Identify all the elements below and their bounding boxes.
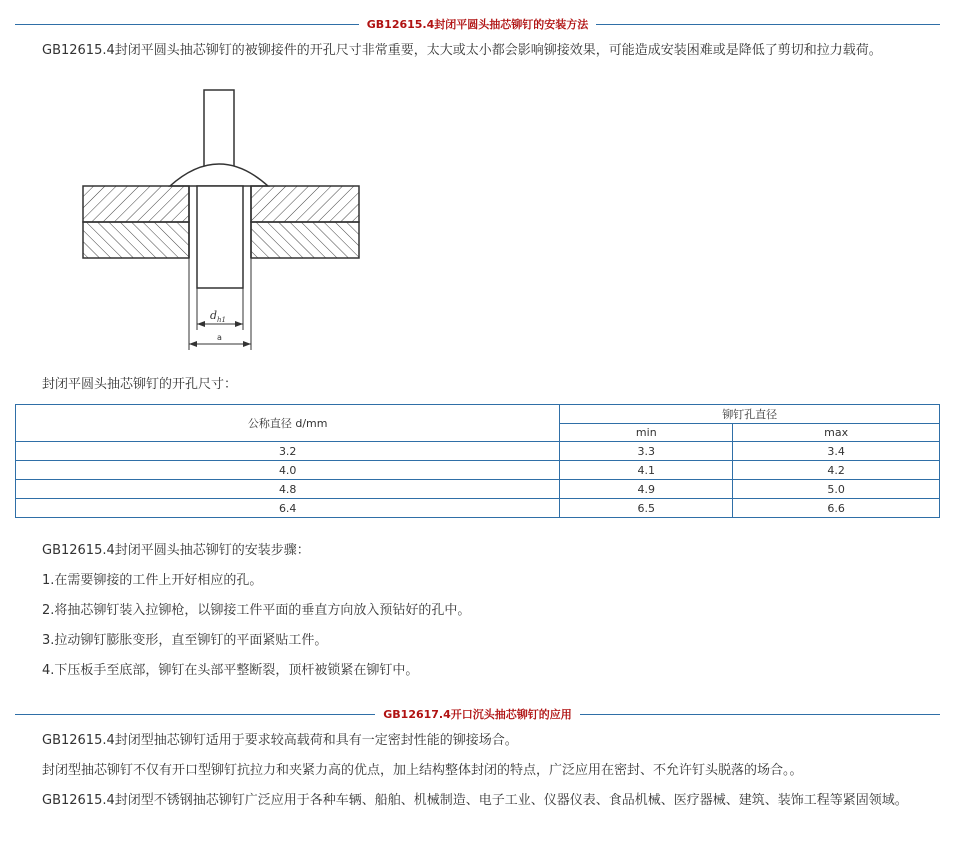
table-row [16,461,940,480]
section-title-application-text: GB12617.4开口沉头抽芯铆钉的应用 [383,708,572,721]
step-item: 2.将抽芯铆钉装入拉铆枪，以铆接工件平面的垂直方向放入预钻好的孔中。 [42,603,471,618]
cell-d: 6.4 [16,499,560,518]
cell-min: 6.5 [560,499,733,518]
section-title-install [15,16,940,32]
header-nominal-diameter: 公称直径 d/mm [16,405,560,442]
steps-heading: GB12615.4封闭平圆头抽芯铆钉的安装步骤： [42,543,310,558]
divider-right [596,24,940,25]
table-row [16,499,940,518]
cell-max: 6.6 [733,499,940,518]
application-paragraph-3: GB12615.4封闭型不锈钢抽芯铆钉广泛应用于各种车辆、船舶、机械制造、电子工业、仪器仪表、食品机械、医疗器械、建筑、装饰工程等紧固领域。 [42,793,908,808]
rivet-hole-diagram [15,72,415,372]
upper-plate-right [251,186,359,222]
application-paragraph-1: GB12615.4封闭型抽芯铆钉适用于要求较高载荷和具有一定密封性能的铆接场合。 [42,733,518,748]
cell-min: 4.1 [560,461,733,480]
cell-max: 3.4 [733,442,940,461]
section-title-application [15,706,940,722]
intro-paragraph: GB12615.4封闭平圆头抽芯铆钉的被铆接件的开孔尺寸非常重要，太大或太小都会影响铆接效果，可能造成安装困难或是降低了剪切和拉力载荷。 [42,43,882,58]
step-item: 4.下压板手至底部，铆钉在头部平整断裂，顶杆被锁紧在铆钉中。 [42,663,419,678]
rivet-body [197,186,243,288]
cell-d: 4.8 [16,480,560,499]
cell-min: 3.3 [560,442,733,461]
cell-d: 3.2 [16,442,560,461]
upper-plate-left [83,186,189,222]
rivet-head [170,164,268,186]
header-min: min [560,424,733,442]
application-paragraph-2: 封闭型抽芯铆钉不仅有开口型铆钉抗拉力和夹紧力高的优点，加上结构整体封闭的特点，广泛应用在密封、不允许钉头脱落的场合。。 [42,763,803,778]
header-hole-diameter: 铆钉孔直径 [560,405,940,424]
divider-right [580,714,940,715]
cell-max: 5.0 [733,480,940,499]
header-max: max [733,424,940,442]
divider-left [15,714,375,715]
hole-size-table [15,404,940,518]
cell-d: 4.0 [16,461,560,480]
lower-plate-right [251,222,359,258]
step-item: 3.拉动铆钉膨胀变形，直至铆钉的平面紧贴工件。 [42,633,328,648]
cell-min: 4.9 [560,480,733,499]
lower-plate-left [83,222,189,258]
hole-size-caption: 封闭平圆头抽芯铆钉的开孔尺寸： [42,377,238,392]
table-header-row [16,405,940,424]
label-dh1: $d_{h1}$ [210,309,227,324]
table-row [16,480,940,499]
mandrel [204,90,234,168]
divider-left [15,24,359,25]
label-a: a [217,333,222,342]
table-row [16,442,940,461]
cell-max: 4.2 [733,461,940,480]
section-title-install-text: GB12615.4封闭平圆头抽芯铆钉的安装方法 [366,18,589,31]
step-item: 1.在需要铆接的工件上开好相应的孔。 [42,573,263,588]
